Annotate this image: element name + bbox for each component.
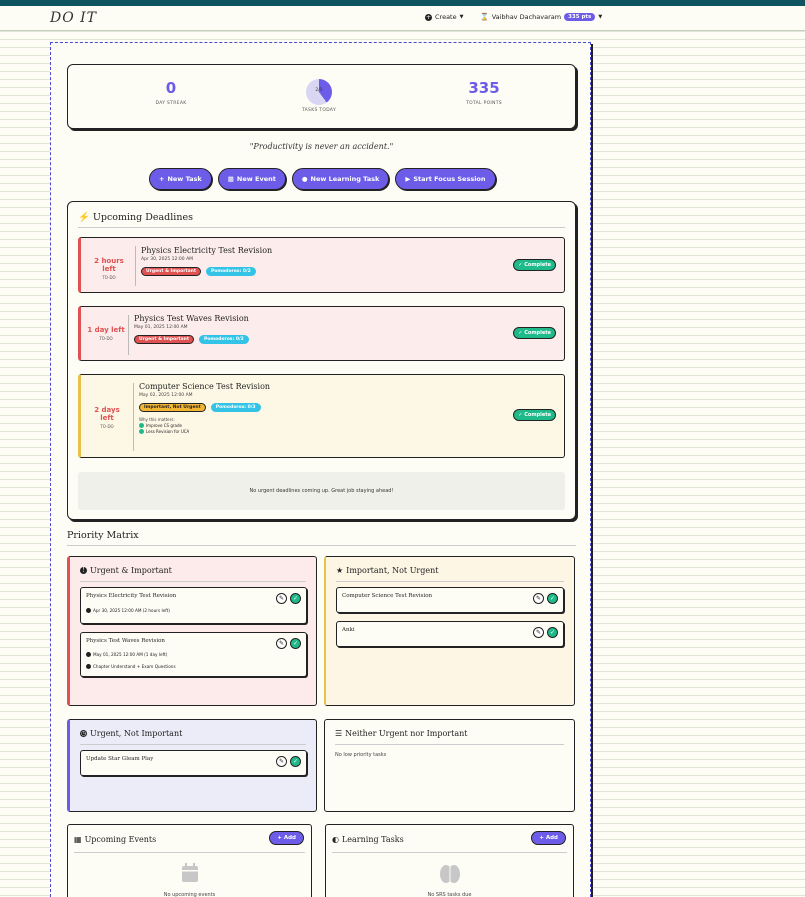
complete-button[interactable]: ✓ Complete bbox=[513, 327, 556, 339]
pomodoro-badge: Pomodoros: 0/2 bbox=[206, 267, 256, 276]
plus-icon: + bbox=[159, 175, 165, 183]
complete-label: Complete bbox=[524, 262, 551, 268]
edit-icon[interactable]: ✎ bbox=[533, 627, 544, 638]
star-icon: ★ bbox=[336, 566, 344, 575]
divider bbox=[67, 545, 576, 546]
priority-badge: Urgent & Important bbox=[134, 335, 194, 344]
clock-icon bbox=[86, 652, 91, 657]
matrix-task[interactable] bbox=[336, 621, 564, 647]
priority-badge: Important, Not Urgent bbox=[139, 403, 206, 412]
subtask-text: Improve CS grade bbox=[146, 423, 182, 428]
clock-icon bbox=[86, 608, 91, 613]
divider bbox=[80, 744, 306, 745]
quick-actions bbox=[149, 168, 496, 190]
deadline-body bbox=[134, 314, 249, 344]
add-event-button[interactable]: + Add bbox=[269, 831, 304, 845]
quadrant-title bbox=[335, 729, 467, 738]
user-name: Vaibhav Dachavaram bbox=[491, 13, 562, 21]
time-left: 2 days left bbox=[94, 406, 120, 422]
panel-title bbox=[332, 835, 404, 844]
user-menu[interactable] bbox=[480, 13, 602, 21]
tasks-today bbox=[259, 79, 379, 113]
divider bbox=[335, 744, 564, 745]
task-actions bbox=[276, 593, 301, 604]
task-actions bbox=[276, 638, 301, 649]
matrix-task[interactable] bbox=[80, 587, 307, 624]
edit-icon[interactable]: ✎ bbox=[533, 593, 544, 604]
main-content bbox=[50, 42, 591, 897]
divider bbox=[135, 246, 136, 286]
quadrant-title bbox=[336, 566, 438, 575]
task-type: TO-DO bbox=[100, 424, 114, 429]
empty-message: No SRS tasks due bbox=[427, 892, 472, 897]
learning-tasks-panel bbox=[325, 824, 574, 897]
quadrant-title bbox=[80, 566, 172, 575]
new-event-button[interactable] bbox=[218, 168, 286, 190]
check-icon[interactable]: ✓ bbox=[290, 756, 301, 767]
deadline-card bbox=[78, 374, 565, 458]
time-left: 2 hours left bbox=[94, 257, 124, 273]
start-focus-label: Start Focus Session bbox=[413, 175, 486, 183]
start-focus-button[interactable] bbox=[395, 168, 495, 190]
matrix-task[interactable] bbox=[80, 750, 307, 776]
divider bbox=[336, 581, 564, 582]
edit-icon[interactable]: ✎ bbox=[276, 756, 287, 767]
quadrant-title-text: Urgent, Not Important bbox=[90, 729, 183, 738]
check-icon[interactable]: ✓ bbox=[547, 627, 558, 638]
bolt-icon: ⚡ bbox=[78, 212, 90, 223]
day-streak-label: DAY STREAK bbox=[155, 101, 187, 106]
quadrant-title-text: Urgent & Important bbox=[90, 566, 172, 575]
quadrant-important-not-urgent bbox=[324, 556, 575, 706]
app-logo[interactable]: DO IT bbox=[50, 10, 98, 26]
deadline-time bbox=[87, 326, 125, 341]
check-icon[interactable]: ✓ bbox=[290, 638, 301, 649]
subtask-text: Less Revision for UCA bbox=[146, 429, 190, 434]
new-task-label: New Task bbox=[167, 175, 202, 183]
panel-title-text: Learning Tasks bbox=[341, 835, 404, 844]
quadrant-urgent-important bbox=[67, 556, 317, 706]
subtask-item bbox=[139, 423, 270, 428]
new-learning-task-button[interactable] bbox=[292, 168, 390, 190]
quadrant-neither bbox=[324, 719, 575, 812]
task-title: Physics Test Waves Revision bbox=[86, 638, 165, 644]
matrix-task[interactable] bbox=[80, 632, 307, 677]
deadline-body bbox=[141, 246, 272, 276]
divider bbox=[332, 852, 567, 853]
tags bbox=[141, 267, 272, 276]
new-event-label: New Event bbox=[236, 175, 276, 183]
new-task-button[interactable] bbox=[149, 168, 212, 190]
task-meta bbox=[86, 664, 176, 669]
calendar-icon bbox=[68, 863, 311, 887]
stats-card bbox=[67, 64, 576, 129]
info-icon bbox=[86, 664, 91, 669]
motivational-quote: "Productivity is never an accident." bbox=[249, 142, 394, 151]
complete-button[interactable]: ✓ Complete bbox=[513, 409, 556, 421]
edit-icon[interactable]: ✎ bbox=[276, 593, 287, 604]
plus-icon: + bbox=[425, 13, 432, 21]
task-title: Computer Science Test Revision bbox=[342, 593, 433, 599]
quadrant-title bbox=[80, 729, 182, 738]
subtasks-header: Why this matters: bbox=[139, 417, 175, 422]
task-actions bbox=[276, 756, 301, 767]
deadline-time bbox=[87, 257, 131, 280]
tasks-today-pie bbox=[306, 79, 332, 105]
check-icon bbox=[139, 423, 144, 428]
empty-message: No low priority tasks bbox=[335, 752, 387, 758]
tags bbox=[139, 403, 270, 412]
deadlines-title-text: Upcoming Deadlines bbox=[92, 212, 193, 223]
task-actions bbox=[533, 593, 558, 604]
play-icon: ▶ bbox=[405, 175, 411, 183]
priority-badge: Urgent & Important bbox=[141, 267, 201, 276]
deadline-date: May 01, 2025 12:00 AM bbox=[134, 325, 188, 330]
tasks-today-label: TASKS TODAY bbox=[301, 108, 337, 113]
total-points-label: TOTAL POINTS bbox=[466, 101, 502, 106]
deadline-title: Physics Test Waves Revision bbox=[134, 314, 249, 323]
chevron-down-icon: ▼ bbox=[459, 14, 464, 20]
deadline-time bbox=[87, 406, 127, 429]
deadline-date: May 02, 2025 12:00 AM bbox=[139, 393, 193, 398]
points-badge: 335 pts bbox=[564, 13, 595, 21]
new-learning-task-label: New Learning Task bbox=[310, 175, 380, 183]
divider bbox=[133, 383, 134, 451]
brain-icon: ◐ bbox=[332, 835, 339, 844]
task-meta bbox=[86, 652, 167, 657]
task-meta-text: Apr 30, 2025 12:00 AM (2 hours left) bbox=[93, 608, 170, 613]
no-urgent-message: No urgent deadlines coming up. Great job staying ahead! bbox=[78, 472, 565, 510]
quadrant-title-text: Important, Not Urgent bbox=[346, 566, 439, 575]
deadline-card bbox=[78, 306, 565, 361]
brain-icon: ● bbox=[301, 175, 308, 183]
add-label: Add bbox=[545, 835, 558, 841]
subtask-item bbox=[139, 429, 270, 434]
total-points bbox=[424, 79, 544, 106]
total-points-value: 335 bbox=[468, 79, 500, 97]
task-type: TO-DO bbox=[102, 275, 116, 280]
divider bbox=[74, 852, 305, 853]
deadline-title: Physics Electricity Test Revision bbox=[141, 246, 273, 255]
deadline-body bbox=[139, 382, 270, 434]
edit-icon[interactable]: ✎ bbox=[276, 638, 287, 649]
deadline-title: Computer Science Test Revision bbox=[139, 382, 271, 391]
matrix-task[interactable] bbox=[336, 587, 564, 613]
complete-label: Complete bbox=[524, 412, 551, 418]
panel-title-text: Upcoming Events bbox=[84, 835, 157, 844]
task-actions bbox=[533, 627, 558, 638]
create-menu[interactable] bbox=[425, 13, 463, 21]
chevron-down-icon: ▼ bbox=[598, 14, 603, 20]
tags bbox=[134, 335, 249, 344]
upcoming-deadlines bbox=[67, 201, 576, 520]
empty-message: No upcoming events bbox=[163, 892, 216, 897]
divider bbox=[80, 581, 306, 582]
brain-icon bbox=[326, 863, 573, 889]
complete-label: Complete bbox=[524, 330, 551, 336]
check-icon[interactable]: ✓ bbox=[547, 593, 558, 604]
divider bbox=[78, 227, 565, 228]
list-icon: ☰ bbox=[335, 729, 343, 738]
check-icon bbox=[139, 429, 144, 434]
task-meta bbox=[86, 608, 170, 613]
pomodoro-badge: Pomodoros: 0/2 bbox=[199, 335, 249, 344]
calendar-icon: ▦ bbox=[227, 175, 234, 183]
task-meta-text: May 01, 2025 12:00 AM (1 day left) bbox=[93, 652, 168, 657]
day-streak bbox=[111, 79, 231, 106]
deadline-card bbox=[78, 237, 565, 293]
complete-button[interactable]: ✓ Complete bbox=[513, 259, 556, 271]
quadrant-urgent-not-important bbox=[67, 719, 317, 812]
quadrant-title-text: Neither Urgent nor Important bbox=[345, 729, 468, 738]
task-title: Physics Electricity Test Revision bbox=[86, 593, 177, 599]
priority-matrix-title: Priority Matrix bbox=[67, 530, 139, 541]
task-title: Anki bbox=[342, 627, 355, 633]
deadline-date: Apr 30, 2025 12:00 AM bbox=[141, 257, 194, 262]
clock-icon: ◷ bbox=[80, 730, 87, 737]
task-type: TO-DO bbox=[99, 336, 113, 341]
deadlines-title bbox=[78, 212, 193, 223]
hourglass-icon: ⌛ bbox=[480, 13, 489, 21]
task-meta-text: Chapter Understand + Exam Questions bbox=[93, 664, 176, 669]
add-learning-button[interactable]: + Add bbox=[531, 831, 566, 845]
alert-icon: ! bbox=[80, 567, 87, 574]
divider bbox=[128, 315, 129, 355]
panel-title bbox=[74, 835, 156, 844]
upcoming-events-panel bbox=[67, 824, 312, 897]
task-title: Update Star Gleam Play bbox=[86, 756, 154, 762]
check-icon[interactable]: ✓ bbox=[290, 593, 301, 604]
create-label: Create bbox=[435, 13, 457, 21]
time-left: 1 day left bbox=[87, 326, 125, 334]
calendar-icon: ▦ bbox=[74, 835, 82, 844]
add-label: Add bbox=[283, 835, 296, 841]
navbar bbox=[0, 6, 805, 31]
day-streak-value: 0 bbox=[165, 79, 177, 97]
tasks-today-pie-label: 2/5 bbox=[315, 88, 323, 93]
pomodoro-badge: Pomodoros: 0/3 bbox=[211, 403, 261, 412]
